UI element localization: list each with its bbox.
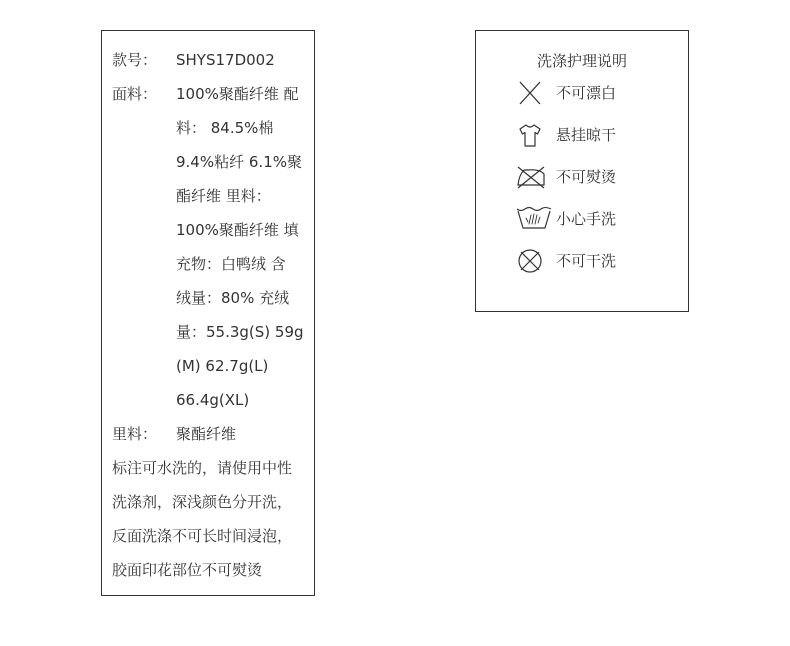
fabric-line: 量：55.3g(S) 59g [176, 323, 304, 341]
fabric-label: 面料： [112, 85, 158, 103]
care-instructions-panel [475, 30, 689, 312]
style-number-label: 款号： [112, 51, 158, 69]
fabric-line: 66.4g(XL) [176, 391, 250, 409]
product-spec-panel [101, 30, 315, 596]
care-item-label: 悬挂晾干 [556, 126, 617, 144]
fabric-label-row [112, 77, 176, 111]
care-item-label: 不可漂白 [556, 84, 617, 102]
no-iron-icon [516, 163, 546, 191]
care-note-line: 洗涤剂，深浅颜色分开洗， [112, 493, 293, 511]
hang-dry-icon [516, 121, 544, 149]
care-note-line: 标注可水洗的，请使用中性 [112, 459, 293, 477]
care-item-label: 不可干洗 [556, 252, 617, 270]
fabric-line: (M) 62.7g(L) [176, 357, 269, 375]
no-dry-clean-icon [516, 247, 544, 275]
fabric-line: 9.4%粘纤 6.1%聚 [176, 153, 302, 171]
lining-label: 里料： [112, 425, 158, 443]
lining-row [112, 417, 236, 451]
care-item-label: 小心手洗 [556, 210, 617, 228]
hand-wash-icon [516, 205, 552, 233]
care-title: 洗涤护理说明 [536, 52, 627, 70]
style-number-row [112, 43, 275, 77]
fabric-line: 酯纤维 里料： [176, 187, 271, 205]
fabric-line: 绒量：80% 充绒 [176, 289, 290, 307]
fabric-line: 充物：白鸭绒 含 [176, 255, 286, 273]
care-note-line: 反面洗涤不可长时间浸泡， [112, 527, 293, 545]
style-number-value: SHYS17D002 [176, 51, 275, 69]
lining-value: 聚酯纤维 [176, 425, 237, 443]
fabric-line: 100%聚酯纤维 配 [176, 85, 299, 103]
care-note-line: 胶面印花部位不可熨烫 [112, 561, 263, 579]
no-bleach-icon [516, 79, 544, 107]
fabric-line: 料： 84.5%棉 [176, 119, 274, 137]
fabric-line: 100%聚酯纤维 填 [176, 221, 299, 239]
care-item-label: 不可熨烫 [556, 168, 617, 186]
